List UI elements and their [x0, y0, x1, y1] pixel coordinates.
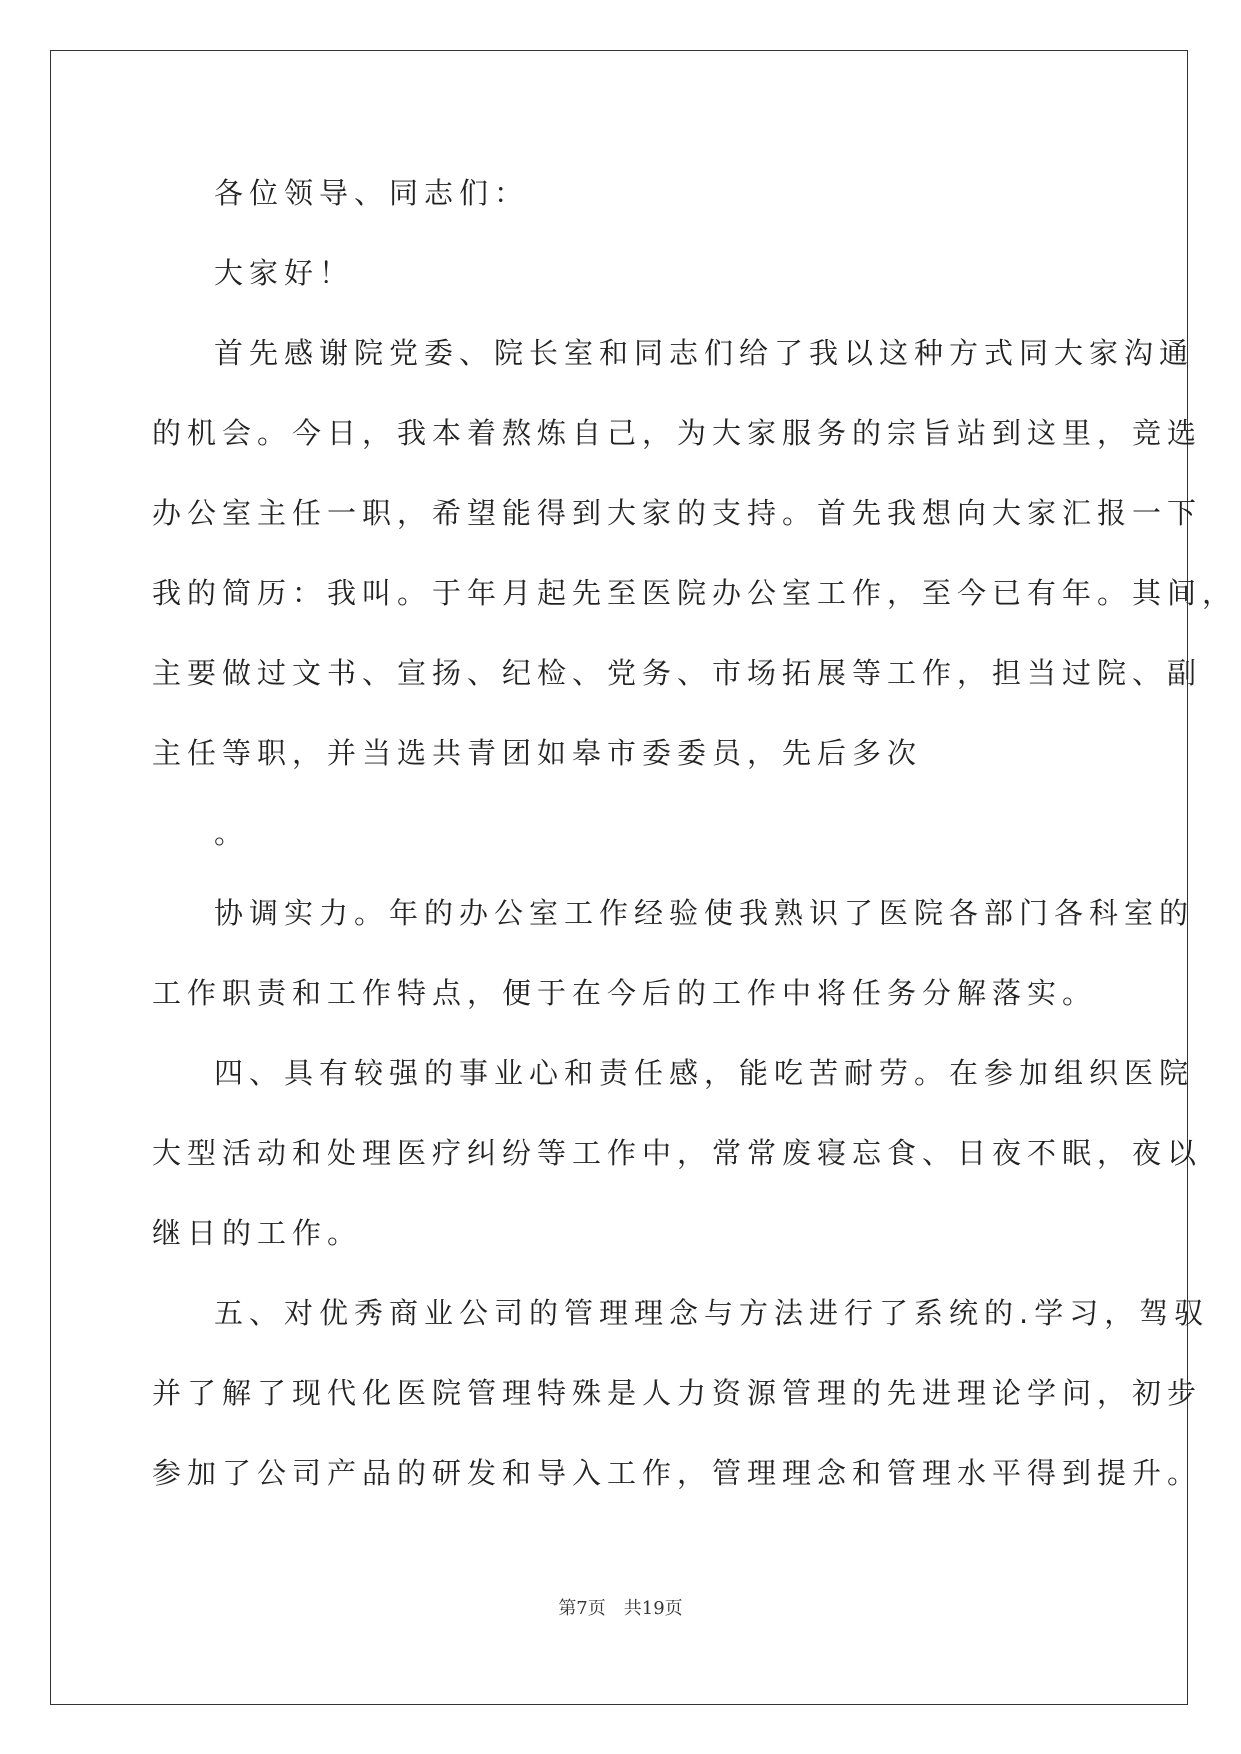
text-line: 大家好！: [214, 256, 355, 290]
text-line: 的机会。今日，我本着熬炼自己，为大家服务的宗旨站到这里，竞选: [152, 416, 1203, 450]
text-line: 办公室主任一职，希望能得到大家的支持。首先我想向大家汇报一下: [152, 496, 1203, 530]
text-line: 并了解了现代化医院管理特殊是人力资源管理的先进理论学问，初步: [152, 1376, 1203, 1410]
text-line: 主要做过文书、宣扬、纪检、党务、市场拓展等工作，担当过院、副: [152, 656, 1203, 690]
text-line: 我的简历：我叫。于年月起先至医院办公室工作，至今已有年。其间，: [152, 576, 1238, 610]
text-line: 各位领导、同志们：: [214, 176, 530, 210]
text-line: 继日的工作。: [152, 1216, 363, 1250]
text-line: 首先感谢院党委、院长室和同志们给了我以这种方式同大家沟通: [214, 336, 1195, 370]
text-line: 四、具有较强的事业心和责任感，能吃苦耐劳。在参加组织医院: [214, 1056, 1195, 1090]
text-line: 。: [214, 816, 250, 850]
text-line: 主任等职，并当选共青团如皋市委委员，先后多次: [152, 736, 923, 770]
text-line: 五、对优秀商业公司的管理理念与方法进行了系统的.学习，驾驭: [214, 1296, 1210, 1330]
text-line: 参加了公司产品的研发和导入工作，管理理念和管理水平得到提升。: [152, 1456, 1203, 1490]
page-number: 第7页 共19页: [558, 1598, 683, 1619]
text-line: 协调实力。年的办公室工作经验使我熟识了医院各部门各科室的: [214, 896, 1195, 930]
text-line: 大型活动和处理医疗纠纷等工作中，常常废寝忘食、日夜不眠，夜以: [152, 1136, 1203, 1170]
text-line: 工作职责和工作特点，便于在今后的工作中将任务分解落实。: [152, 976, 1098, 1010]
